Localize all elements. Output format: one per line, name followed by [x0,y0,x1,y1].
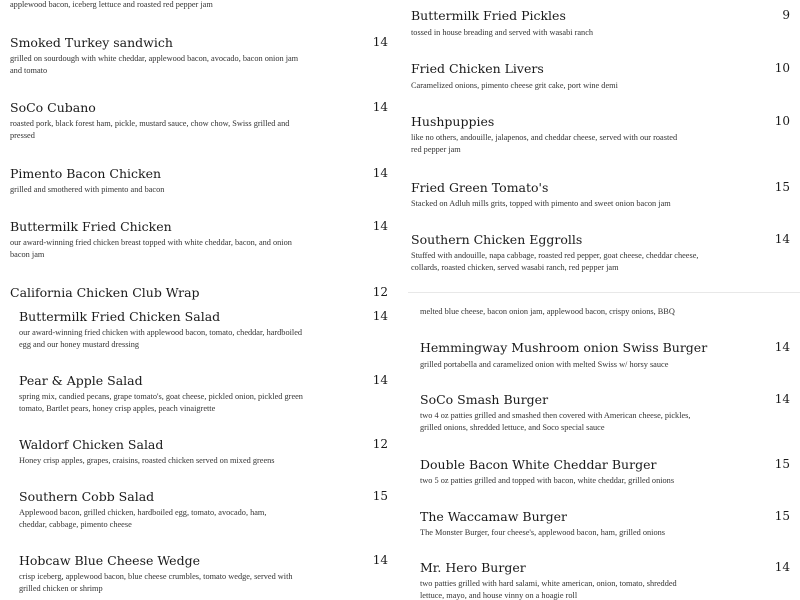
item-price: 10 [774,61,790,75]
item-name: Waldorf Chicken Salad [19,437,164,452]
item-price: 9 [782,8,790,22]
starters-menu-panel [400,0,800,290]
item-price: 14 [372,219,388,233]
item-description: two patties grilled with hard salami, white american, onion, tomato, shredded lettuce, mayo, and house vinny on a hoagie roll [420,579,677,600]
item-description: Stacked on Adluh mills grits, topped with pimento and sweet onion bacon jam [411,199,671,208]
item-name: Fried Green Tomato's [411,180,549,195]
item-description: Caramelized onions, pimento cheese grit cake, port wine demi [411,81,618,90]
item-description: Honey crisp apples, grapes, craisins, roasted chicken served on mixed greens [19,456,275,465]
item-description: two 4 oz patties grilled and smashed then covered with American cheese, pickles, grilled onions, shredded lettuce, and Soco special sauce [420,411,691,432]
item-price: 14 [372,35,388,49]
item-name: California Chicken Club Wrap [10,285,200,300]
item-price: 14 [774,392,790,406]
item-name: The Waccamaw Burger [420,509,567,524]
item-description: two 5 oz patties grilled and topped with bacon, white cheddar, grilled onions [420,476,675,485]
cut-off-description: applewood bacon, iceberg lettuce and roasted red pepper jam [10,0,213,9]
item-price: 15 [372,489,388,503]
item-name: Fried Chicken Livers [411,61,544,76]
item-name: Mr. Hero Burger [420,560,526,575]
cut-off-description: melted blue cheese, bacon onion jam, applewood bacon, crispy onions, BBQ [420,307,675,316]
item-name: Buttermilk Fried Pickles [411,8,566,23]
item-name: Southern Chicken Eggrolls [411,232,583,247]
panel-seam [408,292,800,293]
item-name: Pear & Apple Salad [19,373,143,388]
item-price: 15 [774,457,790,471]
item-name: Hemmingway Mushroom onion Swiss Burger [420,340,708,355]
item-price: 14 [372,373,388,387]
item-price: 14 [372,309,388,323]
item-name: SoCo Smash Burger [420,392,549,407]
item-description: tossed in house breading and served with wasabi ranch [411,28,594,37]
item-price: 15 [774,180,790,194]
item-description: grilled and smothered with pimento and bacon [10,185,165,194]
item-price: 14 [774,340,790,354]
item-description: crisp iceberg, applewood bacon, blue cheese crumbles, tomato wedge, served with grilled chicken or shrimp [19,572,293,593]
item-description: The Monster Burger, four cheese's, applewood bacon, ham, grilled onions [420,528,666,537]
sandwich-menu-panel [0,0,400,305]
salads-menu-panel [0,303,400,600]
item-name: Buttermilk Fried Chicken Salad [19,309,221,324]
burgers-menu-panel [408,292,800,600]
item-price: 12 [372,437,388,451]
item-name: Pimento Bacon Chicken [10,166,162,181]
item-description: our award-winning fried chicken with applewood bacon, tomato, cheddar, hardboiled egg and our honey mustard dressing [19,328,303,349]
item-price: 15 [774,509,790,523]
item-name: SoCo Cubano [10,100,96,115]
item-description: grilled on sourdough with white cheddar, applewood bacon, avocado, bacon onion jam and tomato [10,54,299,75]
item-description: spring mix, candied pecans, grape tomato's, goat cheese, pickled onion, pickled green tomato, Bartlet pears, honey crisp apples, peach vinaigrette [19,392,303,413]
item-price: 14 [372,553,388,567]
item-price: 14 [372,166,388,180]
item-name: Smoked Turkey sandwich [10,35,173,50]
item-description: grilled portabella and caramelized onion with melted Swiss w/ horsy sauce [420,360,669,369]
item-description: like no others, andouille, jalapenos, and cheddar cheese, served with our roasted red pepper jam [411,133,678,154]
item-description: roasted pork, black forest ham, pickle, mustard sauce, chow chow, Swiss grilled and pressed [10,119,290,140]
item-description: our award-winning fried chicken breast topped with white cheddar, bacon, and onion bacon jam [10,238,292,259]
item-description: Stuffed with andouille, napa cabbage, roasted red pepper, goat cheese, cheddar cheese, collards, roasted chicken, served wasabi ranch, red pepper jam [411,251,699,272]
item-name: Hobcaw Blue Cheese Wedge [19,553,200,568]
item-price: 14 [372,100,388,114]
item-name: Hushpuppies [411,114,495,129]
item-price: 14 [774,560,790,574]
item-name: Double Bacon White Cheddar Burger [420,457,657,472]
item-name: Southern Cobb Salad [19,489,155,504]
item-price: 12 [372,285,388,299]
item-price: 14 [774,232,790,246]
item-name: Buttermilk Fried Chicken [10,219,172,234]
item-price: 10 [774,114,790,128]
item-description: Applewood bacon, grilled chicken, hardboiled egg, tomato, avocado, ham, cheddar, cabbage, pimento cheese [19,508,267,529]
